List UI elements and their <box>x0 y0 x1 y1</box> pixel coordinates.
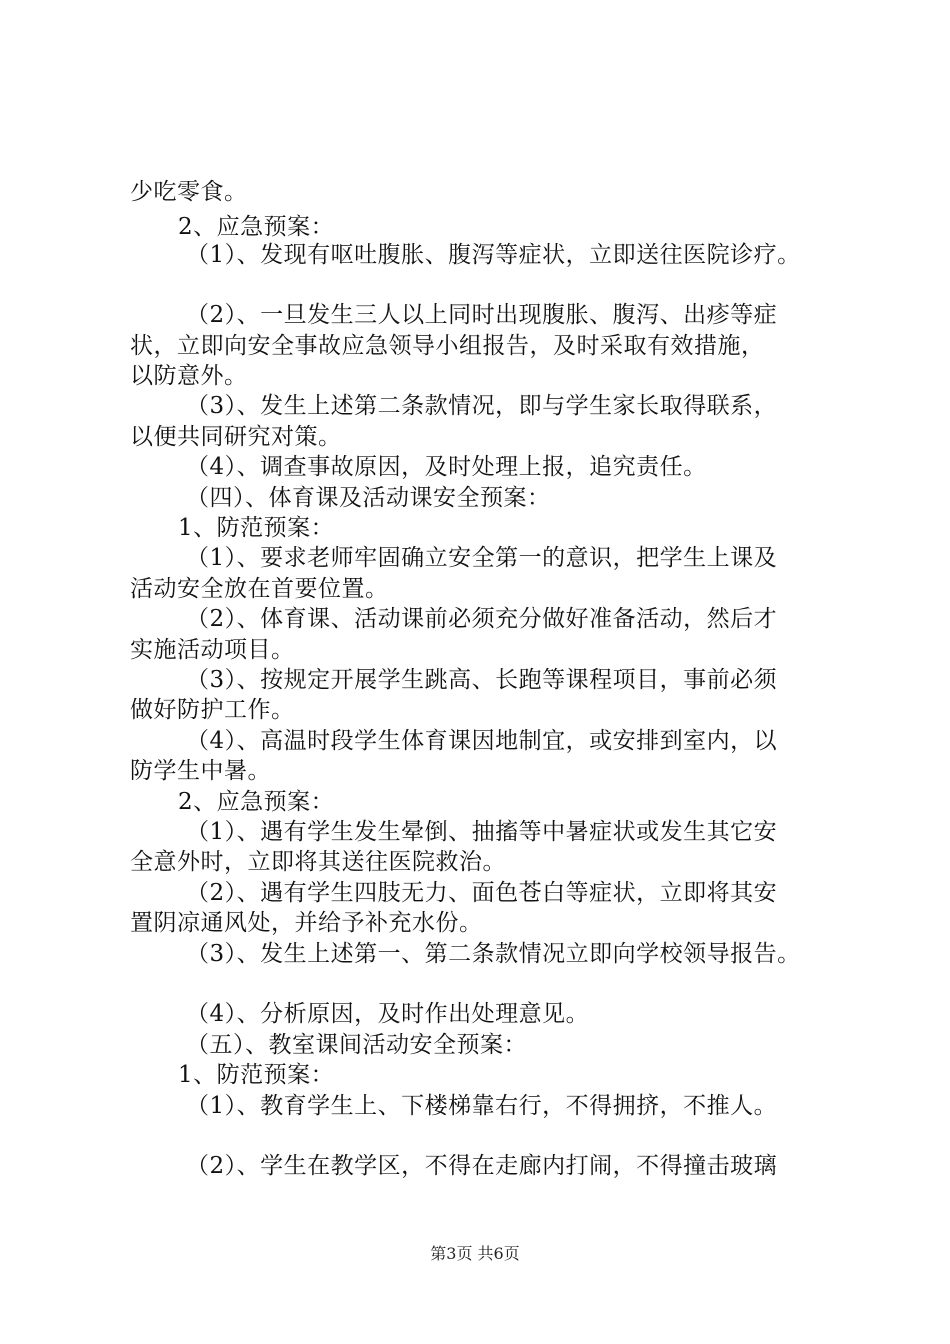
section-heading: 2、应急预案： <box>178 214 335 240</box>
section-heading: 1、防范预案： <box>178 1062 335 1088</box>
text-line: （1）、发现有呕吐腹胀、腹泻等症状，立即送往医院诊疗。 <box>186 242 801 268</box>
text-line: （3）、按规定开展学生跳高、长跑等课程项目，事前必须 <box>186 667 778 693</box>
text-line: （2）、遇有学生四肢无力、面色苍白等症状，立即将其安 <box>186 880 778 906</box>
text-line: 活动安全放在首要位置。 <box>130 576 389 602</box>
section-heading: 1、防范预案： <box>178 515 335 541</box>
text-line: 做好防护工作。 <box>130 697 295 723</box>
section-heading: （四）、体育课及活动课安全预案： <box>186 485 551 511</box>
text-line: （1）、要求老师牢固确立安全第一的意识，把学生上课及 <box>186 545 778 571</box>
section-heading: （五）、教室课间活动安全预案： <box>186 1032 527 1058</box>
text-line: 防学生中暑。 <box>130 758 271 784</box>
text-line: （2）、体育课、活动课前必须充分做好准备活动，然后才 <box>186 606 778 632</box>
text-line: 状，立即向安全事故应急领导小组报告，及时采取有效措施， <box>130 333 765 359</box>
text-line: （4）、高温时段学生体育课因地制宜，或安排到室内，以 <box>186 728 778 754</box>
text-line: 以便共同研究对策。 <box>130 424 342 450</box>
text-line: （3）、发生上述第二条款情况，即与学生家长取得联系， <box>186 393 778 419</box>
page-number-footer: 第3页 共6页 <box>430 1244 520 1263</box>
text-line: （2）、一旦发生三人以上同时出现腹胀、腹泻、出疹等症 <box>186 302 778 328</box>
text-line: （1）、教育学生上、下楼梯靠右行，不得拥挤，不推人。 <box>186 1093 778 1119</box>
text-line: 全意外时，立即将其送往医院救治。 <box>130 849 506 875</box>
section-heading: 2、应急预案： <box>178 789 335 815</box>
text-line: 实施活动项目。 <box>130 637 295 663</box>
text-line: 少吃零食。 <box>130 179 248 205</box>
text-line: （4）、分析原因，及时作出处理意见。 <box>186 1001 590 1027</box>
text-line: （1）、遇有学生发生晕倒、抽搐等中暑症状或发生其它安 <box>186 819 778 845</box>
text-line: （2）、学生在教学区，不得在走廊内打闹，不得撞击玻璃 <box>186 1153 778 1179</box>
text-line: （3）、发生上述第一、第二条款情况立即向学校领导报告。 <box>186 941 801 967</box>
text-line: （4）、调查事故原因，及时处理上报，追究责任。 <box>186 454 707 480</box>
text-line: 置阴凉通风处，并给予补充水份。 <box>130 910 483 936</box>
text-line: 以防意外。 <box>130 363 248 389</box>
